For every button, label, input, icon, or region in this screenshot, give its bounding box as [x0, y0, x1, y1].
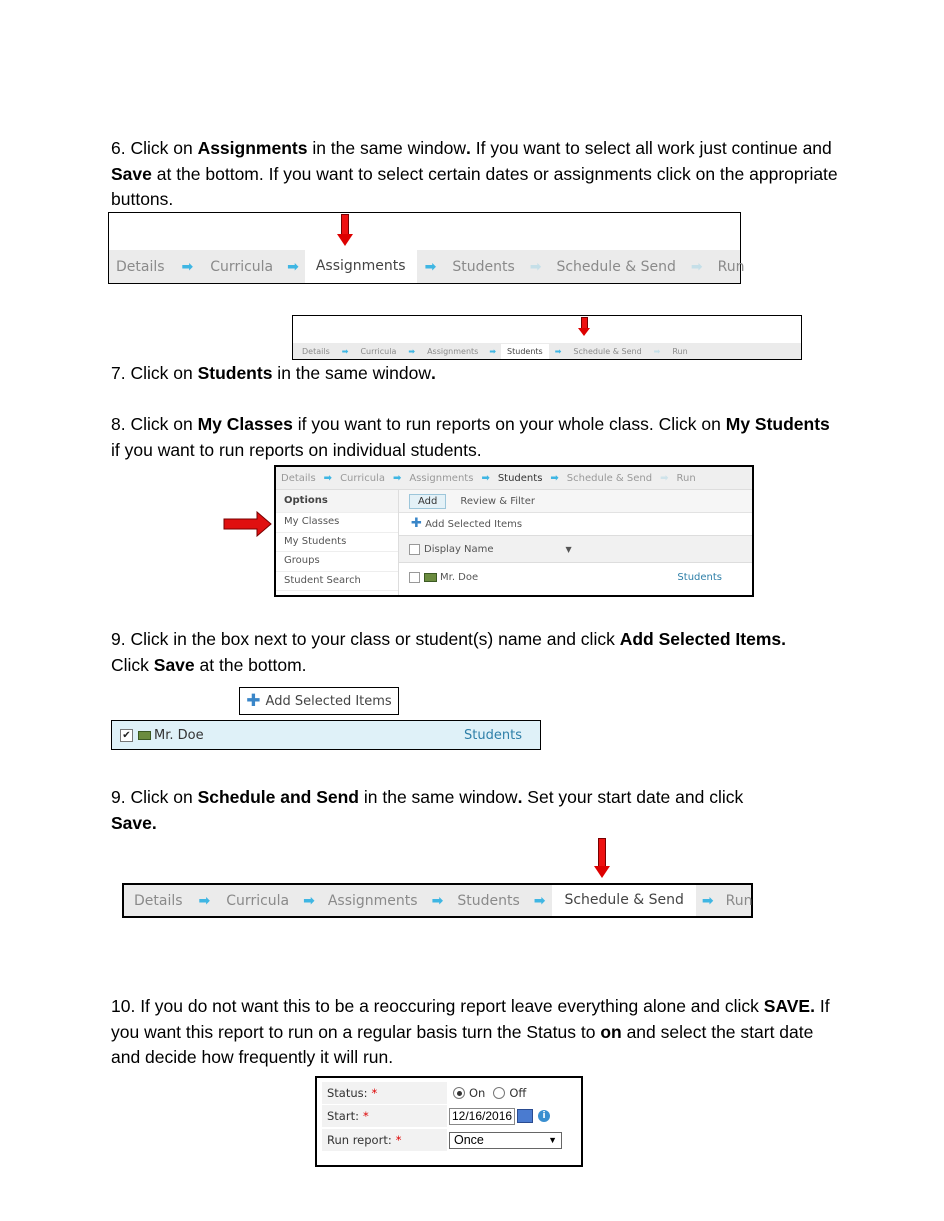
start-row	[322, 1105, 576, 1127]
tab-curricula[interactable]: Curricula	[340, 472, 385, 484]
tab-details[interactable]: Details	[281, 472, 316, 484]
tab-run[interactable]: Run	[717, 258, 745, 275]
wizard-tabs	[276, 467, 752, 490]
select-all-checkbox[interactable]	[409, 544, 420, 555]
wizard-tabs	[109, 250, 745, 283]
row-checkbox-checked[interactable]: ✔	[120, 729, 133, 742]
plus-icon: ✚	[246, 691, 261, 711]
status-off-label: Off	[509, 1086, 527, 1100]
arrow-right-icon: ➡	[690, 258, 703, 275]
row-type-link[interactable]: Students	[464, 727, 522, 743]
schedule-form-screenshot	[315, 1076, 583, 1167]
start-date-input[interactable]: 12/16/2016	[449, 1108, 515, 1125]
arrow-right-icon: ➡	[431, 892, 444, 909]
status-row	[322, 1082, 576, 1104]
option-student-search[interactable]: Student Search	[276, 572, 398, 592]
arrow-right-icon: ➡	[701, 892, 714, 909]
wizard-screenshot-students	[292, 315, 802, 360]
status-off-radio[interactable]	[493, 1087, 505, 1099]
run-report-row	[322, 1129, 576, 1151]
arrow-right-icon: ➡	[392, 472, 402, 484]
tab-students[interactable]: Students	[501, 344, 549, 359]
selected-row[interactable]: ✔ Mr. Doe Students	[111, 720, 541, 750]
wizard-tabs	[293, 343, 801, 359]
step-9-select-text: 9. Click in the box next to your class or student(s) name and click Add Selected Items. Click Save at the bottom.	[111, 629, 787, 675]
tab-curricula[interactable]: Curricula	[360, 346, 397, 356]
tab-run[interactable]: Run	[672, 346, 688, 356]
class-icon	[424, 573, 437, 582]
tab-schedule-send[interactable]: Schedule & Send	[573, 346, 642, 356]
arrow-right-icon: ➡	[323, 472, 333, 484]
info-icon[interactable]: i	[538, 1110, 550, 1122]
tab-students[interactable]: Students	[497, 472, 543, 484]
start-label: Start: *	[322, 1105, 447, 1127]
chevron-down-icon: ▼	[548, 1135, 557, 1145]
tab-details[interactable]: Details	[116, 258, 165, 275]
red-pointer-arrow-icon	[223, 511, 273, 537]
status-on-label: On	[469, 1086, 486, 1100]
tab-students[interactable]: Students	[452, 258, 515, 275]
row-checkbox[interactable]	[409, 572, 420, 583]
arrow-right-icon: ➡	[481, 472, 490, 484]
arrow-right-icon: ➡	[181, 258, 194, 275]
step-9-schedule-text: 9. Click on Schedule and Send in the same window. Set your start date and click Save.	[111, 787, 744, 833]
step-10-text: 10. If you do not want this to be a reoccuring report leave everything alone and click SAVE. If you want this report to run on a regular basis turn the Status to on and select the start date and decide how frequently it will run.	[111, 996, 830, 1067]
options-list	[276, 490, 399, 595]
arrow-right-icon: ➡	[489, 346, 497, 356]
step-7-text: 7. Click on Students in the same window.	[111, 363, 436, 383]
options-header: Options	[276, 490, 398, 513]
tab-assignments[interactable]: Assignments	[305, 250, 417, 283]
run-report-select[interactable]: Once ▼	[449, 1132, 562, 1149]
table-row[interactable]: Mr. Doe Students	[399, 563, 752, 591]
options-panel-screenshot	[274, 465, 754, 597]
selection-area	[399, 490, 752, 595]
tab-schedule-send[interactable]: Schedule & Send	[556, 258, 676, 275]
tab-assignments[interactable]: Assignments	[409, 472, 474, 484]
arrow-right-icon: ➡	[533, 892, 546, 909]
tab-details[interactable]: Details	[302, 346, 330, 356]
tab-schedule-send[interactable]: Schedule & Send	[552, 885, 695, 916]
option-groups[interactable]: Groups	[276, 552, 398, 572]
arrow-right-icon: ➡	[554, 346, 562, 356]
wizard-tabs	[124, 885, 751, 916]
wizard-screenshot-assignments	[108, 212, 745, 284]
add-tab-button[interactable]: Add	[409, 494, 446, 509]
tab-curricula[interactable]: Curricula	[210, 258, 274, 275]
arrow-right-icon: ➡	[341, 346, 349, 356]
class-icon	[138, 731, 151, 740]
calendar-icon[interactable]	[517, 1109, 533, 1123]
run-report-label: Run report: *	[322, 1129, 447, 1151]
add-selected-items-button[interactable]: ✚ Add Selected Items	[239, 687, 399, 715]
arrow-right-icon: ➡	[529, 258, 542, 275]
plus-icon: ✚	[411, 516, 422, 531]
option-my-students[interactable]: My Students	[276, 533, 398, 553]
review-filter-tab[interactable]: Review & Filter	[460, 495, 535, 507]
arrow-right-icon: ➡	[408, 346, 416, 356]
tab-schedule-send[interactable]: Schedule & Send	[566, 472, 653, 484]
arrow-right-icon: ➡	[303, 892, 315, 909]
arrow-right-icon: ➡	[287, 258, 299, 275]
status-label: Status: *	[322, 1082, 447, 1104]
chevron-down-icon[interactable]: ▼	[565, 544, 572, 554]
tab-details[interactable]: Details	[134, 892, 183, 909]
step-8-text: 8. Click on My Classes if you want to run reports on your whole class. Click on My Students if you want to run reports on individual students.	[111, 414, 830, 460]
tab-assignments[interactable]: Assignments	[427, 346, 479, 356]
row-type-link[interactable]: Students	[677, 571, 722, 583]
wizard-screenshot-schedule	[122, 883, 753, 918]
arrow-right-icon: ➡	[424, 258, 437, 275]
arrow-right-icon: ➡	[550, 472, 559, 484]
tab-run[interactable]: Run	[676, 472, 696, 484]
display-name-column-header[interactable]: Display Name ▼	[399, 535, 752, 563]
step-6-text: 6. Click on Assignments in the same window. If you want to select all work just continue and Save at the bottom. If you want to select certain dates or assignments click on the appropriate buttons.	[111, 138, 838, 209]
tab-run[interactable]: Run	[725, 892, 753, 909]
add-selected-items-button[interactable]: ✚ Add Selected Items	[399, 512, 752, 535]
arrow-right-icon: ➡	[653, 346, 661, 356]
status-on-radio[interactable]	[453, 1087, 465, 1099]
option-my-classes[interactable]: My Classes	[276, 513, 398, 533]
arrow-right-icon: ➡	[198, 892, 211, 909]
tab-curricula[interactable]: Curricula	[226, 892, 290, 909]
tab-assignments[interactable]: Assignments	[327, 892, 418, 909]
arrow-right-icon: ➡	[660, 472, 669, 484]
tab-students[interactable]: Students	[457, 892, 520, 909]
